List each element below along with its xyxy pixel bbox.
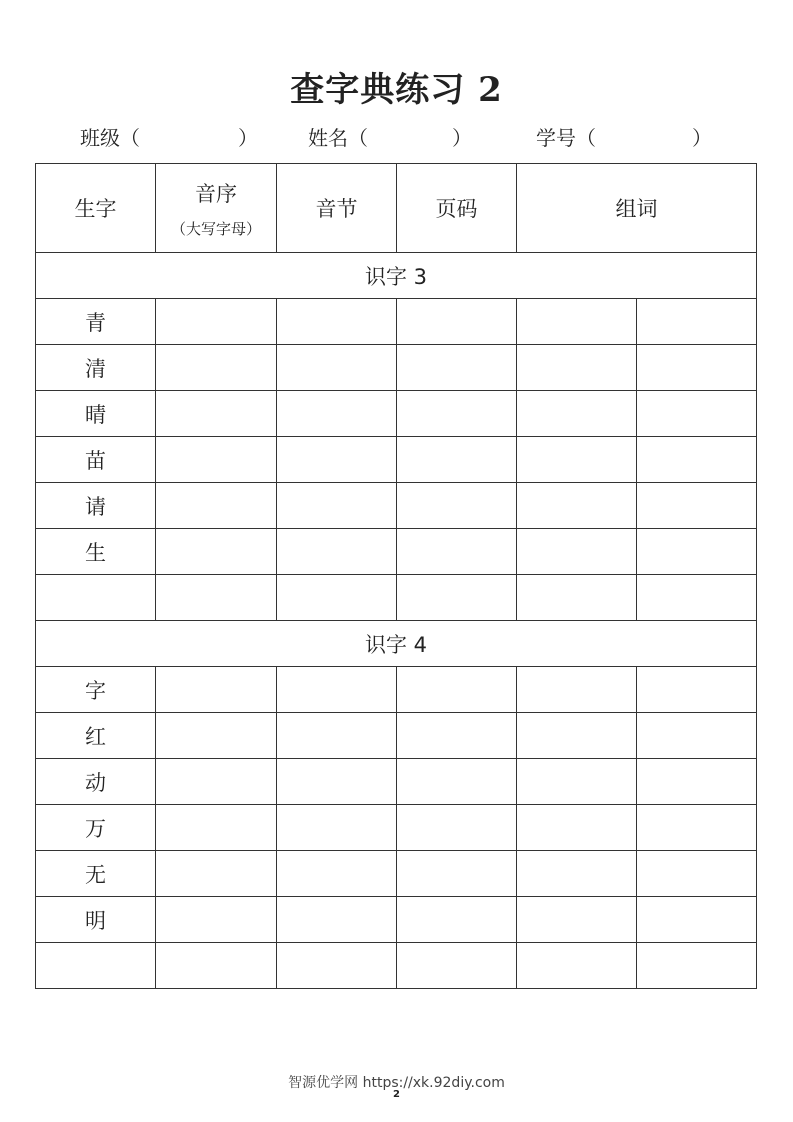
blank-answer-cell[interactable] [637, 897, 757, 943]
table-row [36, 345, 757, 391]
blank-answer-cell[interactable] [637, 713, 757, 759]
header-words: 组词 [517, 164, 757, 253]
header-order-sub: （大写字母） [170, 219, 261, 238]
char-cell: 请 [36, 483, 156, 529]
blank-answer-cell[interactable] [397, 759, 517, 805]
blank-answer-cell[interactable] [156, 805, 277, 851]
blank-answer-cell[interactable] [637, 299, 757, 345]
blank-answer-cell[interactable] [637, 575, 757, 621]
blank-answer-cell[interactable] [637, 851, 757, 897]
page-title: 查字典练习 2 [290, 70, 503, 110]
blank-answer-cell[interactable] [397, 851, 517, 897]
blank-answer-cell[interactable] [277, 529, 397, 575]
blank-answer-cell[interactable] [156, 529, 277, 575]
header-syllable: 音节 [277, 164, 397, 253]
blank-answer-cell[interactable] [517, 299, 637, 345]
blank-answer-cell[interactable] [156, 943, 277, 989]
blank-answer-cell[interactable] [517, 713, 637, 759]
char-cell: 红 [36, 713, 156, 759]
blank-answer-cell[interactable] [397, 483, 517, 529]
blank-answer-cell[interactable] [277, 851, 397, 897]
table-row [36, 805, 757, 851]
blank-answer-cell[interactable] [517, 575, 637, 621]
blank-answer-cell[interactable] [397, 575, 517, 621]
char-cell: 字 [36, 667, 156, 713]
blank-answer-cell[interactable] [277, 391, 397, 437]
table-row [36, 943, 757, 989]
section-title: 识字 3 [36, 253, 757, 299]
page-number: 2 [393, 1089, 400, 1100]
table-row [36, 667, 757, 713]
blank-answer-cell[interactable] [397, 713, 517, 759]
blank-answer-cell[interactable] [517, 529, 637, 575]
blank-answer-cell[interactable] [637, 437, 757, 483]
blank-answer-cell[interactable] [397, 391, 517, 437]
blank-answer-cell[interactable] [517, 667, 637, 713]
table-row [36, 391, 757, 437]
header-order [156, 164, 277, 253]
blank-answer-cell[interactable] [517, 759, 637, 805]
table-row [36, 529, 757, 575]
blank-answer-cell[interactable] [277, 575, 397, 621]
id-label: 学号（ [536, 126, 596, 150]
char-cell: 明 [36, 897, 156, 943]
blank-answer-cell[interactable] [277, 483, 397, 529]
char-cell: 万 [36, 805, 156, 851]
blank-answer-cell[interactable] [637, 667, 757, 713]
blank-answer-cell[interactable] [637, 805, 757, 851]
blank-answer-cell[interactable] [517, 897, 637, 943]
blank-answer-cell[interactable] [277, 345, 397, 391]
blank-answer-cell[interactable] [397, 943, 517, 989]
table-row [36, 713, 757, 759]
blank-answer-cell[interactable] [517, 483, 637, 529]
table-header-row [36, 164, 757, 253]
char-cell [36, 575, 156, 621]
section-title: 识字 4 [36, 621, 757, 667]
blank-answer-cell[interactable] [156, 713, 277, 759]
blank-answer-cell[interactable] [397, 897, 517, 943]
section-row [36, 253, 757, 299]
blank-answer-cell[interactable] [397, 805, 517, 851]
blank-answer-cell[interactable] [517, 437, 637, 483]
blank-answer-cell[interactable] [156, 897, 277, 943]
blank-answer-cell[interactable] [156, 437, 277, 483]
blank-answer-cell[interactable] [637, 345, 757, 391]
table-row [36, 575, 757, 621]
char-cell: 生 [36, 529, 156, 575]
char-cell: 晴 [36, 391, 156, 437]
header-char: 生字 [36, 164, 156, 253]
blank-answer-cell[interactable] [637, 391, 757, 437]
blank-answer-cell[interactable] [277, 437, 397, 483]
class-label: 班级（ [80, 126, 140, 150]
char-cell [36, 943, 156, 989]
id-close: ） [692, 126, 712, 150]
table-row [36, 437, 757, 483]
blank-answer-cell[interactable] [156, 483, 277, 529]
blank-answer-cell[interactable] [277, 667, 397, 713]
blank-answer-cell[interactable] [517, 345, 637, 391]
section-row [36, 621, 757, 667]
char-cell: 清 [36, 345, 156, 391]
blank-answer-cell[interactable] [277, 897, 397, 943]
char-cell: 苗 [36, 437, 156, 483]
blank-answer-cell[interactable] [277, 805, 397, 851]
blank-answer-cell[interactable] [156, 851, 277, 897]
blank-answer-cell[interactable] [397, 299, 517, 345]
blank-answer-cell[interactable] [277, 713, 397, 759]
blank-answer-cell[interactable] [637, 943, 757, 989]
table-row [36, 299, 757, 345]
char-cell: 动 [36, 759, 156, 805]
blank-answer-cell[interactable] [277, 759, 397, 805]
footer-source: 智源优学网 https://xk.92diy.com [288, 1075, 505, 1091]
blank-answer-cell[interactable] [156, 345, 277, 391]
blank-answer-cell[interactable] [517, 851, 637, 897]
blank-answer-cell[interactable] [637, 759, 757, 805]
blank-answer-cell[interactable] [637, 483, 757, 529]
blank-answer-cell[interactable] [156, 575, 277, 621]
dictionary-worksheet-table [35, 163, 757, 989]
char-cell: 无 [36, 851, 156, 897]
blank-answer-cell[interactable] [517, 943, 637, 989]
blank-answer-cell[interactable] [277, 299, 397, 345]
table-row [36, 759, 757, 805]
blank-answer-cell[interactable] [397, 437, 517, 483]
name-close: ） [452, 126, 472, 150]
blank-answer-cell[interactable] [156, 299, 277, 345]
student-info-row [80, 122, 730, 152]
blank-answer-cell[interactable] [517, 805, 637, 851]
blank-answer-cell[interactable] [637, 529, 757, 575]
name-label: 姓名（ [308, 126, 368, 150]
char-cell: 青 [36, 299, 156, 345]
blank-answer-cell[interactable] [397, 529, 517, 575]
blank-answer-cell[interactable] [156, 759, 277, 805]
header-order-label: 音序 [195, 181, 237, 206]
class-close: ） [238, 126, 258, 150]
table-row [36, 897, 757, 943]
table-row [36, 483, 757, 529]
table-row [36, 851, 757, 897]
blank-answer-cell[interactable] [156, 667, 277, 713]
blank-answer-cell[interactable] [156, 391, 277, 437]
blank-answer-cell[interactable] [517, 391, 637, 437]
blank-answer-cell[interactable] [397, 667, 517, 713]
header-page: 页码 [397, 164, 517, 253]
blank-answer-cell[interactable] [397, 345, 517, 391]
blank-answer-cell[interactable] [277, 943, 397, 989]
